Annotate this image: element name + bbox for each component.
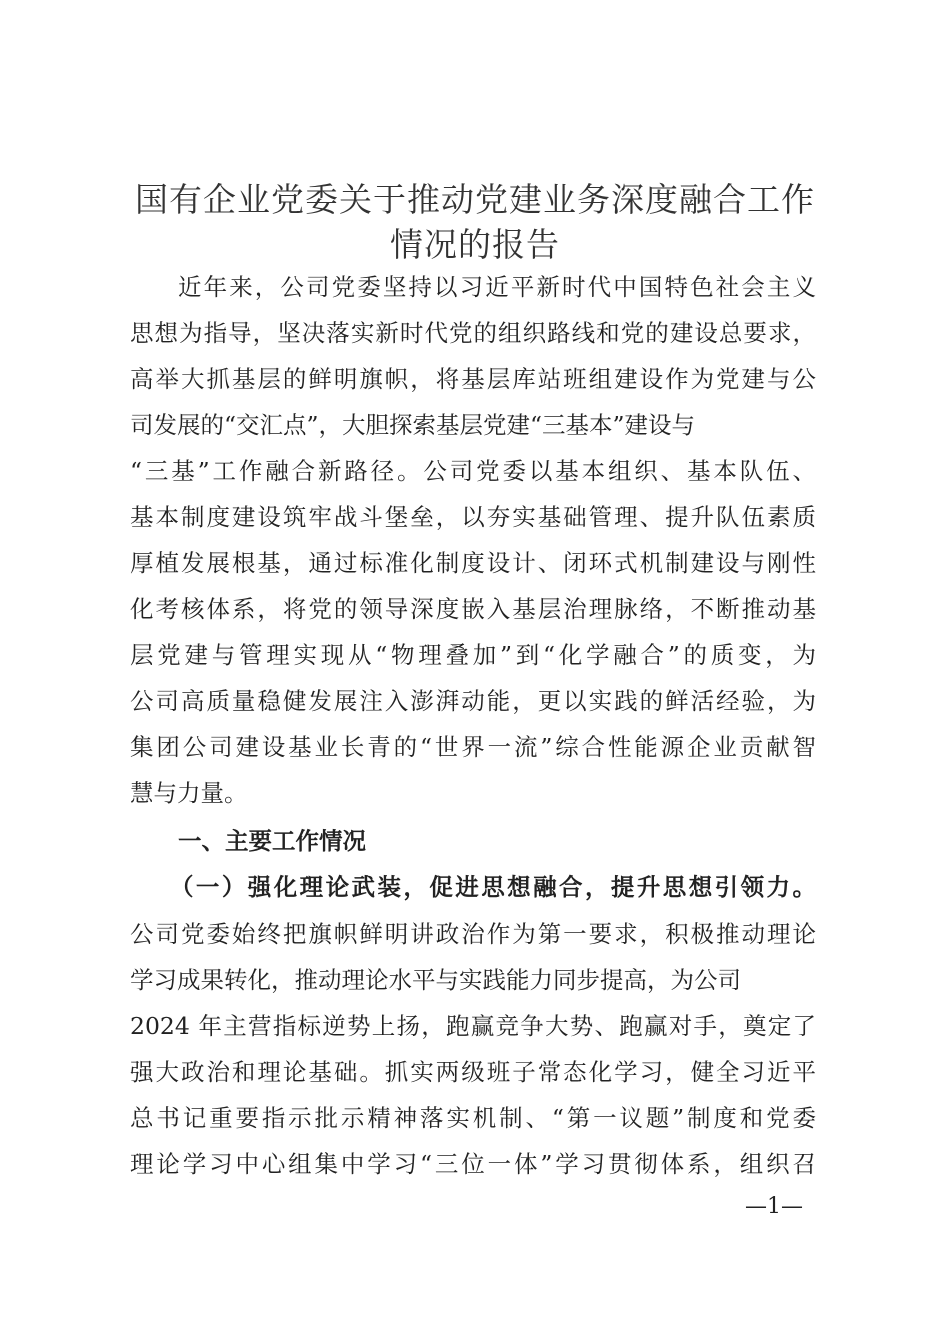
text-line: 高举大抓基层的鲜明旗帜，将基层库站班组建设作为党建与公 (130, 365, 816, 393)
text-line: 司发展的“交汇点”，大胆探索基层党建“三基本”建设与 (130, 411, 696, 439)
text-line: 公司高质量稳健发展注入澎湃动能，更以实践的鲜活经验，为 (130, 687, 816, 715)
document-title-line-1: 国有企业党委关于推动党建业务深度融合工作 (135, 180, 815, 219)
text-line: 2024 年主营指标逆势上扬，跑赢竞争大势、跑赢对手，奠定了 (130, 1012, 816, 1040)
text-line: 学习成果转化，推动理论水平与实践能力同步提高，为公司 (130, 966, 741, 994)
text-line: 强大政治和理论基础。抓实两级班子常态化学习，健全习近平 (130, 1058, 816, 1086)
text-line: 思想为指导，坚决落实新时代党的组织路线和党的建设总要求， (130, 319, 816, 347)
subsection-heading: （一）强化理论武装，促进思想融合，提升思想引领力。 (170, 873, 816, 901)
text-line: 层党建与管理实现从“物理叠加”到“化学融合”的质变，为 (130, 641, 816, 669)
text-line: 总书记重要指示批示精神落实机制、“第一议题”制度和党委 (130, 1104, 816, 1132)
text-line: 集团公司建设基业长青的“世界一流”综合性能源企业贡献智 (130, 733, 816, 761)
text-line: 厚植发展根基，通过标准化制度设计、闭环式机制建设与刚性 (130, 549, 816, 577)
document-title-line-2: 情况的报告 (390, 225, 560, 264)
text-line: “三基”工作融合新路径。公司党委以基本组织、基本队伍、 (130, 457, 816, 485)
text-line: 化考核体系，将党的领导深度嵌入基层治理脉络，不断推动基 (130, 595, 816, 623)
text-line: 慧与力量。 (130, 779, 248, 807)
page-number: —1— (745, 1194, 803, 1219)
text-line: 基本制度建设筑牢战斗堡垒，以夯实基础管理、提升队伍素质 (130, 503, 816, 531)
text-line: 公司党委始终把旗帜鲜明讲政治作为第一要求，积极推动理论 (130, 920, 816, 948)
section-heading: 一、主要工作情况 (178, 827, 366, 855)
text-line: 近年来，公司党委坚持以习近平新时代中国特色社会主义 (178, 273, 816, 301)
text-line: 理论学习中心组集中学习“三位一体”学习贯彻体系，组织召 (130, 1150, 816, 1178)
